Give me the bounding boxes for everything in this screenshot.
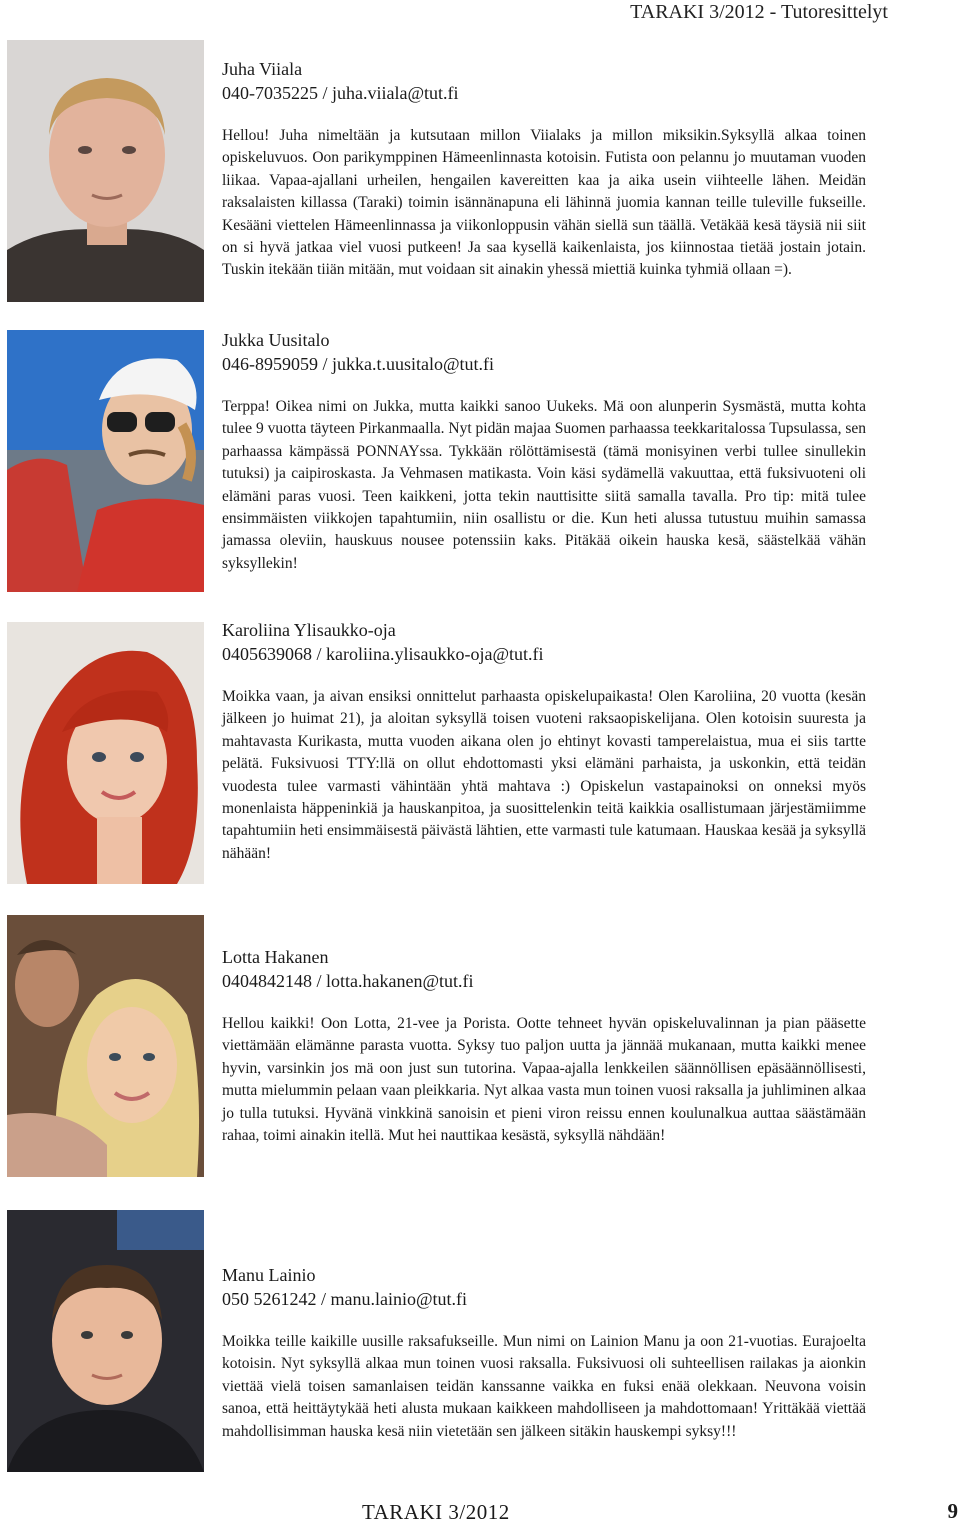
profile-lotta — [222, 945, 866, 1147]
profile-contact: 050 5261242 / manu.lainio@tut.fi — [222, 1289, 468, 1309]
profile-name: Karoliina Ylisaukko-oja — [222, 620, 396, 640]
profile-bio: Terppa! Oikea nimi on Jukka, mutta kaikki sanoo Uukeks. Mä oon alunperin Sysmästä, mutta kohta tulee 9 vuotta täyteen Pirkanmaalla. Nyt pidän majaa Suomen parhaassa teekkaritalossa Tupsulassa, sen parhaassa kämpässä PONNAYssa. Tykkään rölöttämisestä (tämä monisyinen verbi tullee sinullekin tutuksi) ja caipiroskasta. Ja Vehmasen matikasta. Voin käsi sydämellä vakuuttaa, että fuksivuoteni oli elämäni paras vuosi. Teen kaikkeni, jotta tekin nauttisitte siitä samalla tavalla. Pro tip: mitä tulee ensimmäisten viikkojen tapahtumiin, niin osallistu or die. Kun heti alussa tutustuu muihin samassa jamassa oleviin, hauskuus nousee potenssiin kaks. Pitäkää oikein hauska kesä, säästelkää vähän syksyllekin! — [222, 398, 866, 572]
portrait-photo-juha — [7, 40, 204, 302]
profile-name: Jukka Uusitalo — [222, 330, 330, 350]
portrait-photo-lotta — [7, 915, 204, 1177]
profile-bio: Moikka vaan, ja aivan ensiksi onnittelut parhaasta opiskelupaikasta! Olen Karoliina, 20 vuotta (kesän jälkeen jo huimat 21), ja aloitan syksyllä toisen vuoteni raksaopiskelijana. Olen kotoisin suuresta ja mahtavasta Kurikasta, mutta vuoden aikana olen jo ehtinyt kovasti tamperelaistua, mua ei siis tartte pelätä. Fuksivuosi TTY:llä on ollut ehdottomasti yksi elämäni parhaista, ja uskonkin, että teidän vuodesta tulee varmasti vähintään yhtä mahtava :) Opiskelun vastapainoksi on onneksi myös monenlaista häppeninkiä ja hauskanpitoa, ja suosittelenkin teitä kaikkia osallistumaan järjestämiimme tapahtumiin heti ensimmäisestä päivästä lähtien, ette varmasti tule katumaan. Hauskaa kesää ja syksyllä nähään! — [222, 688, 866, 862]
portrait-photo-manu — [7, 1210, 204, 1472]
profile-jukka — [222, 328, 866, 575]
profile-name: Manu Lainio — [222, 1265, 316, 1285]
profile-bio: Moikka teille kaikille uusille raksafukseille. Mun nimi on Lainion Manu ja oon 21-vuotias. Eurajoelta kotoisin. Nyt syksyllä alkaa mun toinen vuosi raksalla. Fuksivuosi oli suhteellisen railakas ja aionkin viettää vielä toisen samanlaisen teidän kanssanne vaikka en fuksi enää olekkaan. Neuvona voisin sanoa, että heittäytykää heti alusta mukaan kaikkeen mahdolliseen ja mahdottomaan! Yrittäkää viettää mahdollisimman hauska kesä niin vietetään sen jälkeen sitäkin hauskempi syksy!!! — [222, 1333, 866, 1440]
portrait-photo-karoliina — [7, 622, 204, 884]
profile-name: Juha Viiala — [222, 59, 303, 79]
profile-contact: 046-8959059 / jukka.t.uusitalo@tut.fi — [222, 354, 495, 374]
portrait-photo-jukka — [7, 330, 204, 592]
footer-title: TARAKI 3/2012 — [362, 1500, 510, 1524]
profile-manu — [222, 1263, 866, 1443]
profile-name: Lotta Hakanen — [222, 947, 329, 967]
profile-karoliina — [222, 618, 866, 865]
profile-contact: 0405639068 / karoliina.ylisaukko-oja@tut.fi — [222, 644, 544, 664]
profile-bio: Hellou kaikki! Oon Lotta, 21-vee ja Porista. Ootte tehneet hyvän opiskeluvalinnan ja pian pääsette viettämään elämänne parasta vuotta. Syksy tuo paljon uutta ja jännää mukanaan, mutta kaikki menee hyvin, varsinkin jos mä oon just sun tutorina. Vapaa-ajalla lenkkeilen säännöllisen epäsäännöllisesti, mutta mielummin pelaan vaan pleikkaria. Nyt alkaa vasta mun toinen vuosi raksalla ja juhliminen alkaa jo tulla tutuksi. Hyvänä vinkkinä sanoisin et pieni viron reissu ennen koulunalkua auttaa säästämään rahaa, toimi ainakin itellä. Mut hei nauttikaa kesästä, syksyllä nähdään! — [222, 1015, 866, 1145]
running-head: TARAKI 3/2012 - Tutoresittelyt — [630, 1, 888, 23]
profile-contact: 040-7035225 / juha.viiala@tut.fi — [222, 83, 459, 103]
page-number: 9 — [947, 1499, 958, 1523]
profile-juha — [222, 57, 866, 282]
profile-bio: Hellou! Juha nimeltään ja kutsutaan millon Viialaks ja millon miksikin.Syksyllä alkaa toinen opiskeluvuos. Oon parikymppinen Hämeenlinnasta kotoisin. Futista oon pelannu jo muutaman vuoden liikaa. Vapaa-ajallani urheilen, hengailen kavereitten kaa ja aika usein viihteelle lähen. Meidän raksalaisten killassa (Taraki) toimin isännänapuna eli lähinnä juomia kannan teille tuleville fukseille. Kesääni viettelen Hämeenlinnassa ja viikonloppusin vähän siellä sun täällä. Vetäkää kesä täysiä nii siit on si hyvä jatkaa viel vuosi putkeen! Ja saa kysellä kaikenlaista, jos kiinnostaa tietää jostain jotain. Tuskin itekään tiiän mitään, mut voidaan sit ainakin yhessä miettiä kuinka tyhmiä ollaan =). — [222, 127, 866, 279]
profile-contact: 0404842148 / lotta.hakanen@tut.fi — [222, 971, 474, 991]
